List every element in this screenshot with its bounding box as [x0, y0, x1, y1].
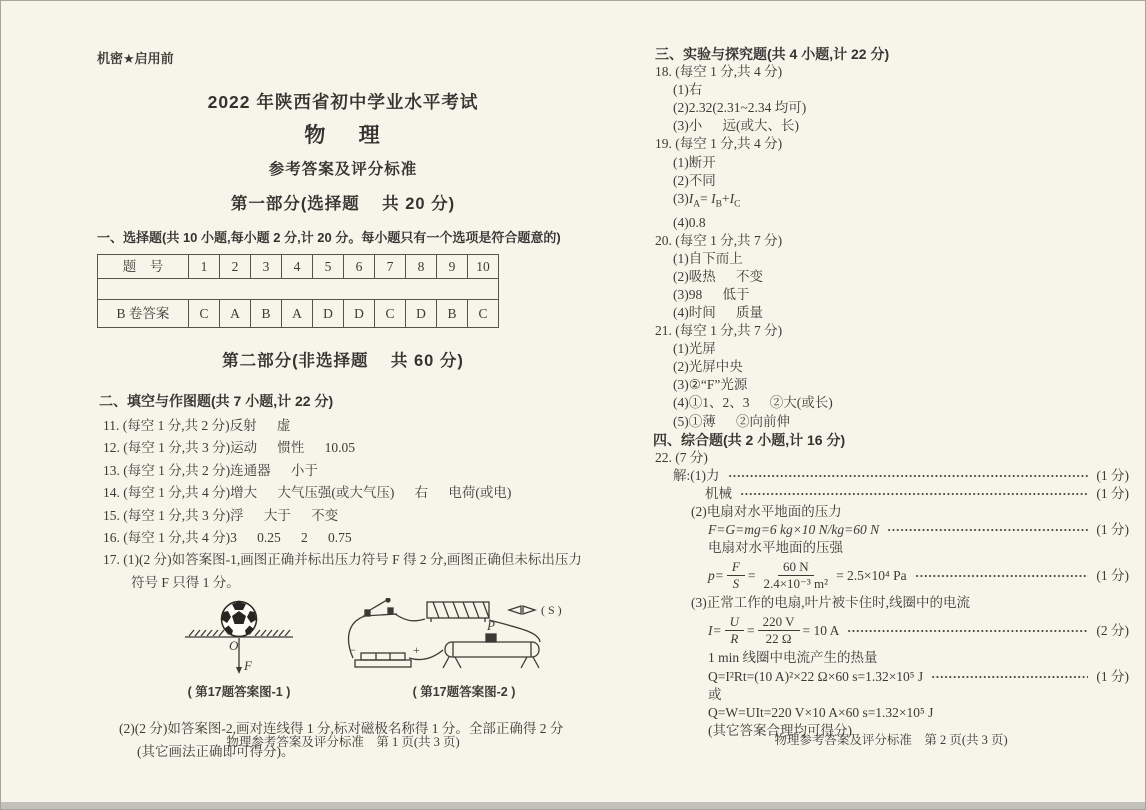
table-blank-row [98, 279, 499, 300]
q18-answer-1: (1)右 [673, 82, 703, 98]
q18-heading: 18. (每空 1 分,共 4 分) [655, 64, 783, 80]
q19-answer-1: (1)断开 [673, 154, 716, 170]
q22-step2-title: (2)电扇对水平地面的压力 [691, 504, 842, 520]
choice-question-intro: 一、选择题(共 10 小题,每小题 2 分,计 20 分。每小题只有一个选项是符合题意的) [97, 230, 561, 245]
question-number-cell: 7 [375, 255, 406, 279]
table-header-row [98, 255, 499, 279]
figure1-point-label: O [229, 638, 239, 654]
answer-row-label: B 卷答案 [98, 300, 189, 328]
q17-part1-line2: 符号 F 只得 1 分。 [131, 574, 240, 590]
q20-heading: 20. (每空 1 分,共 7 分) [655, 232, 783, 248]
table-corner-cell: 题 号 [98, 255, 189, 279]
table-answer-row [98, 300, 499, 328]
q22-equation-text: F=G=mg=6 kg×10 N/kg=60 N [708, 522, 880, 538]
q21-answer-4: (4)①1、2、3 ②大(或长) [673, 395, 833, 411]
q21-answer-1: (1)光屏 [673, 341, 716, 357]
answer-cell: C [468, 300, 499, 328]
question-number-cell: 5 [313, 255, 344, 279]
q22-note: (其它答案合理均可得分) [708, 722, 852, 738]
fraction: $\frac{60 N}{\text{2.4×10⁻³ m²}}$ [763, 558, 829, 592]
fill-answer-14: 14. (每空 1 分,共 4 分)增大 大气压强(或大气压) 右 电荷(或电) [103, 485, 512, 501]
question-number-cell: 4 [282, 255, 313, 279]
fraction: $\frac{U}{R}$ [725, 615, 744, 647]
figure-17-1 [139, 598, 339, 700]
figure-17-1-caption: ( 第17题答案图-1 ) [187, 685, 291, 700]
q22-step3-title: (3)正常工作的电扇,叶片被卡住时,线圈中的电流 [691, 595, 970, 611]
q20-answer-2: (2)吸热 不变 [673, 268, 763, 284]
q22-pressure-title: 电扇对水平地面的压强 [708, 540, 843, 556]
score-label: (1 分) [1096, 567, 1129, 583]
fill-answer-16: 16. (每空 1 分,共 4 分)3 0.25 2 0.75 [103, 530, 352, 546]
dotted-leader [728, 474, 1089, 478]
q22-answer-line-1 [673, 467, 1129, 485]
answer-cell: D [406, 300, 437, 328]
rheostat-slider-label: P [487, 618, 495, 634]
figure1-force-label: F [244, 658, 252, 674]
q22-alt-equation: Q=W=UIt=220 V×10 A×60 s=1.32×10⁵ J [708, 704, 934, 720]
q22-heat-equation-line [708, 668, 1129, 686]
score-label: (1 分) [1096, 467, 1129, 483]
part2-heading: 第二部分(非选择题 共 60 分) [222, 352, 464, 370]
q22-force-equation-line [708, 521, 1129, 539]
page-1 [97, 45, 589, 763]
q22-answer-line-2 [705, 485, 1129, 503]
figure-17-2-caption: ( 第17题答案图-2 ) [412, 685, 516, 700]
q18-answer-3: (3)小 远(或大、长) [673, 118, 799, 134]
fraction: $\frac{F}{S}$ [727, 560, 745, 592]
q17-figures [97, 598, 589, 700]
battery-negative-label: − [349, 643, 356, 658]
section3-heading: 三、实验与探究题(共 4 小题,计 22 分) [655, 46, 890, 62]
exam-title: 2022 年陕西省初中学业水平考试 [207, 92, 479, 112]
score-label: (1 分) [1096, 485, 1129, 501]
q17-part2-line2: (其它画法正确即可得分)。 [137, 743, 295, 759]
q19-answer-2: (2)不同 [673, 172, 716, 188]
answer-cell: C [189, 300, 220, 328]
answer-cell: B [437, 300, 468, 328]
question-number-cell: 6 [344, 255, 375, 279]
figure-17-2 [343, 598, 585, 700]
dotted-leader [931, 675, 1088, 679]
circuit-with-solenoid-figure [343, 598, 585, 676]
q22-answer-text: 解:(1)力 [673, 467, 720, 483]
q22-pressure-formula-line [708, 557, 1129, 594]
score-label: (1 分) [1096, 522, 1129, 538]
question-number-cell: 2 [220, 255, 251, 279]
security-notice: 机密★启用前 [97, 51, 174, 66]
page-2 [653, 45, 1129, 740]
battery-positive-label: + [413, 643, 420, 658]
q21-answer-2: (2)光屏中央 [673, 359, 743, 375]
dotted-leader [915, 574, 1089, 578]
answer-cell: D [313, 300, 344, 328]
q17-part2-line1: (2)(2 分)如答案图-2,画对连线得 1 分,标对磁极名称得 1 分。全部正确得 2 分 [119, 721, 564, 737]
fill-answer-12: 12. (每空 1 分,共 3 分)运动 惯性 10.05 [103, 440, 355, 456]
question-number-cell: 3 [251, 255, 282, 279]
q20-answer-1: (1)自下而上 [673, 250, 743, 266]
section4-heading: 四、综合题(共 2 小题,计 16 分) [653, 431, 846, 448]
question-number-cell: 8 [406, 255, 437, 279]
q22-heat-title: 1 min 线圈中电流产生的热量 [708, 650, 878, 666]
q19-answer-4: (4)0.8 [673, 214, 706, 230]
score-label: (1 分) [1096, 668, 1129, 684]
answer-cell: A [282, 300, 313, 328]
dotted-leader [847, 629, 1088, 633]
section2-heading: 二、填空与作图题(共 7 小题,计 22 分) [99, 393, 334, 409]
q21-answer-3: (3)②“F”光源 [673, 377, 748, 393]
q19-answer-3: $(3)I_A= I_B+I_C$ [673, 190, 741, 210]
q17-part1-line1: 17. (1)(2 分)如答案图-1,画图正确并标出压力符号 F 得 2 分,画图正确但未标出压力 [103, 552, 582, 568]
dotted-leader [740, 492, 1088, 496]
formula-result: = 2.5×10⁴ Pa [836, 567, 907, 583]
score-label: (2 分) [1096, 622, 1129, 638]
q22-answer-text: 机械 [705, 485, 732, 501]
q19-heading: 19. (每空 1 分,共 4 分) [655, 136, 783, 152]
answer-cell: D [344, 300, 375, 328]
fill-answer-15: 15. (每空 1 分,共 3 分)浮 大于 不变 [103, 507, 339, 523]
answer-table [97, 254, 499, 328]
question-number-cell: 1 [189, 255, 220, 279]
doc-subtitle: 参考答案及评分标准 [268, 161, 418, 178]
formula-result: = 10 A [802, 622, 840, 638]
answer-cell: A [220, 300, 251, 328]
q18-answer-2: (2)2.32(2.31~2.34 均可) [673, 100, 807, 116]
question-number-cell: 10 [468, 255, 499, 279]
answer-cell: B [251, 300, 282, 328]
equals-sign: = [747, 622, 755, 638]
dotted-leader [887, 528, 1088, 532]
q21-answer-5: (5)①薄 ②向前伸 [673, 413, 790, 429]
fill-answer-11: 11. (每空 1 分,共 2 分)反射 虚 [103, 418, 291, 433]
soccer-ball-on-ground-figure [159, 598, 319, 676]
answer-cell: C [375, 300, 406, 328]
question-number-cell: 9 [437, 255, 468, 279]
table-blank-cell [98, 279, 499, 300]
q21-heading: 21. (每空 1 分,共 7 分) [655, 323, 783, 339]
q22-or-label: 或 [708, 686, 722, 702]
subject-title: 物 理 [304, 124, 382, 147]
q22-equation-text: Q=I²Rt=(10 A)²×22 Ω×60 s=1.32×10⁵ J [708, 668, 924, 684]
part1-heading: 第一部分(选择题 共 20 分) [230, 195, 456, 213]
q20-answer-4: (4)时间 质量 [673, 305, 763, 320]
formula-lead: p= [708, 567, 724, 583]
page2-footer: 物理参考答案及评分标准 第 2 页(共 3 页) [774, 733, 1008, 747]
scan-bottom-edge [1, 802, 1145, 809]
q22-heading: 22. (7 分) [655, 449, 708, 465]
equals-sign: = [747, 567, 756, 583]
fill-answer-13: 13. (每空 1 分,共 2 分)连通器 小于 [103, 462, 318, 478]
q22-current-formula-line [708, 612, 1129, 649]
formula-lead: I= [708, 622, 722, 638]
page1-footer: 物理参考答案及评分标准 第 1 页(共 3 页) [226, 735, 460, 749]
q20-answer-3: (3)98 低于 [673, 286, 750, 302]
figure2-pole-label: ( S ) [541, 603, 562, 618]
fraction: $\frac{220 V}{22 \Omega}$ [758, 615, 800, 647]
